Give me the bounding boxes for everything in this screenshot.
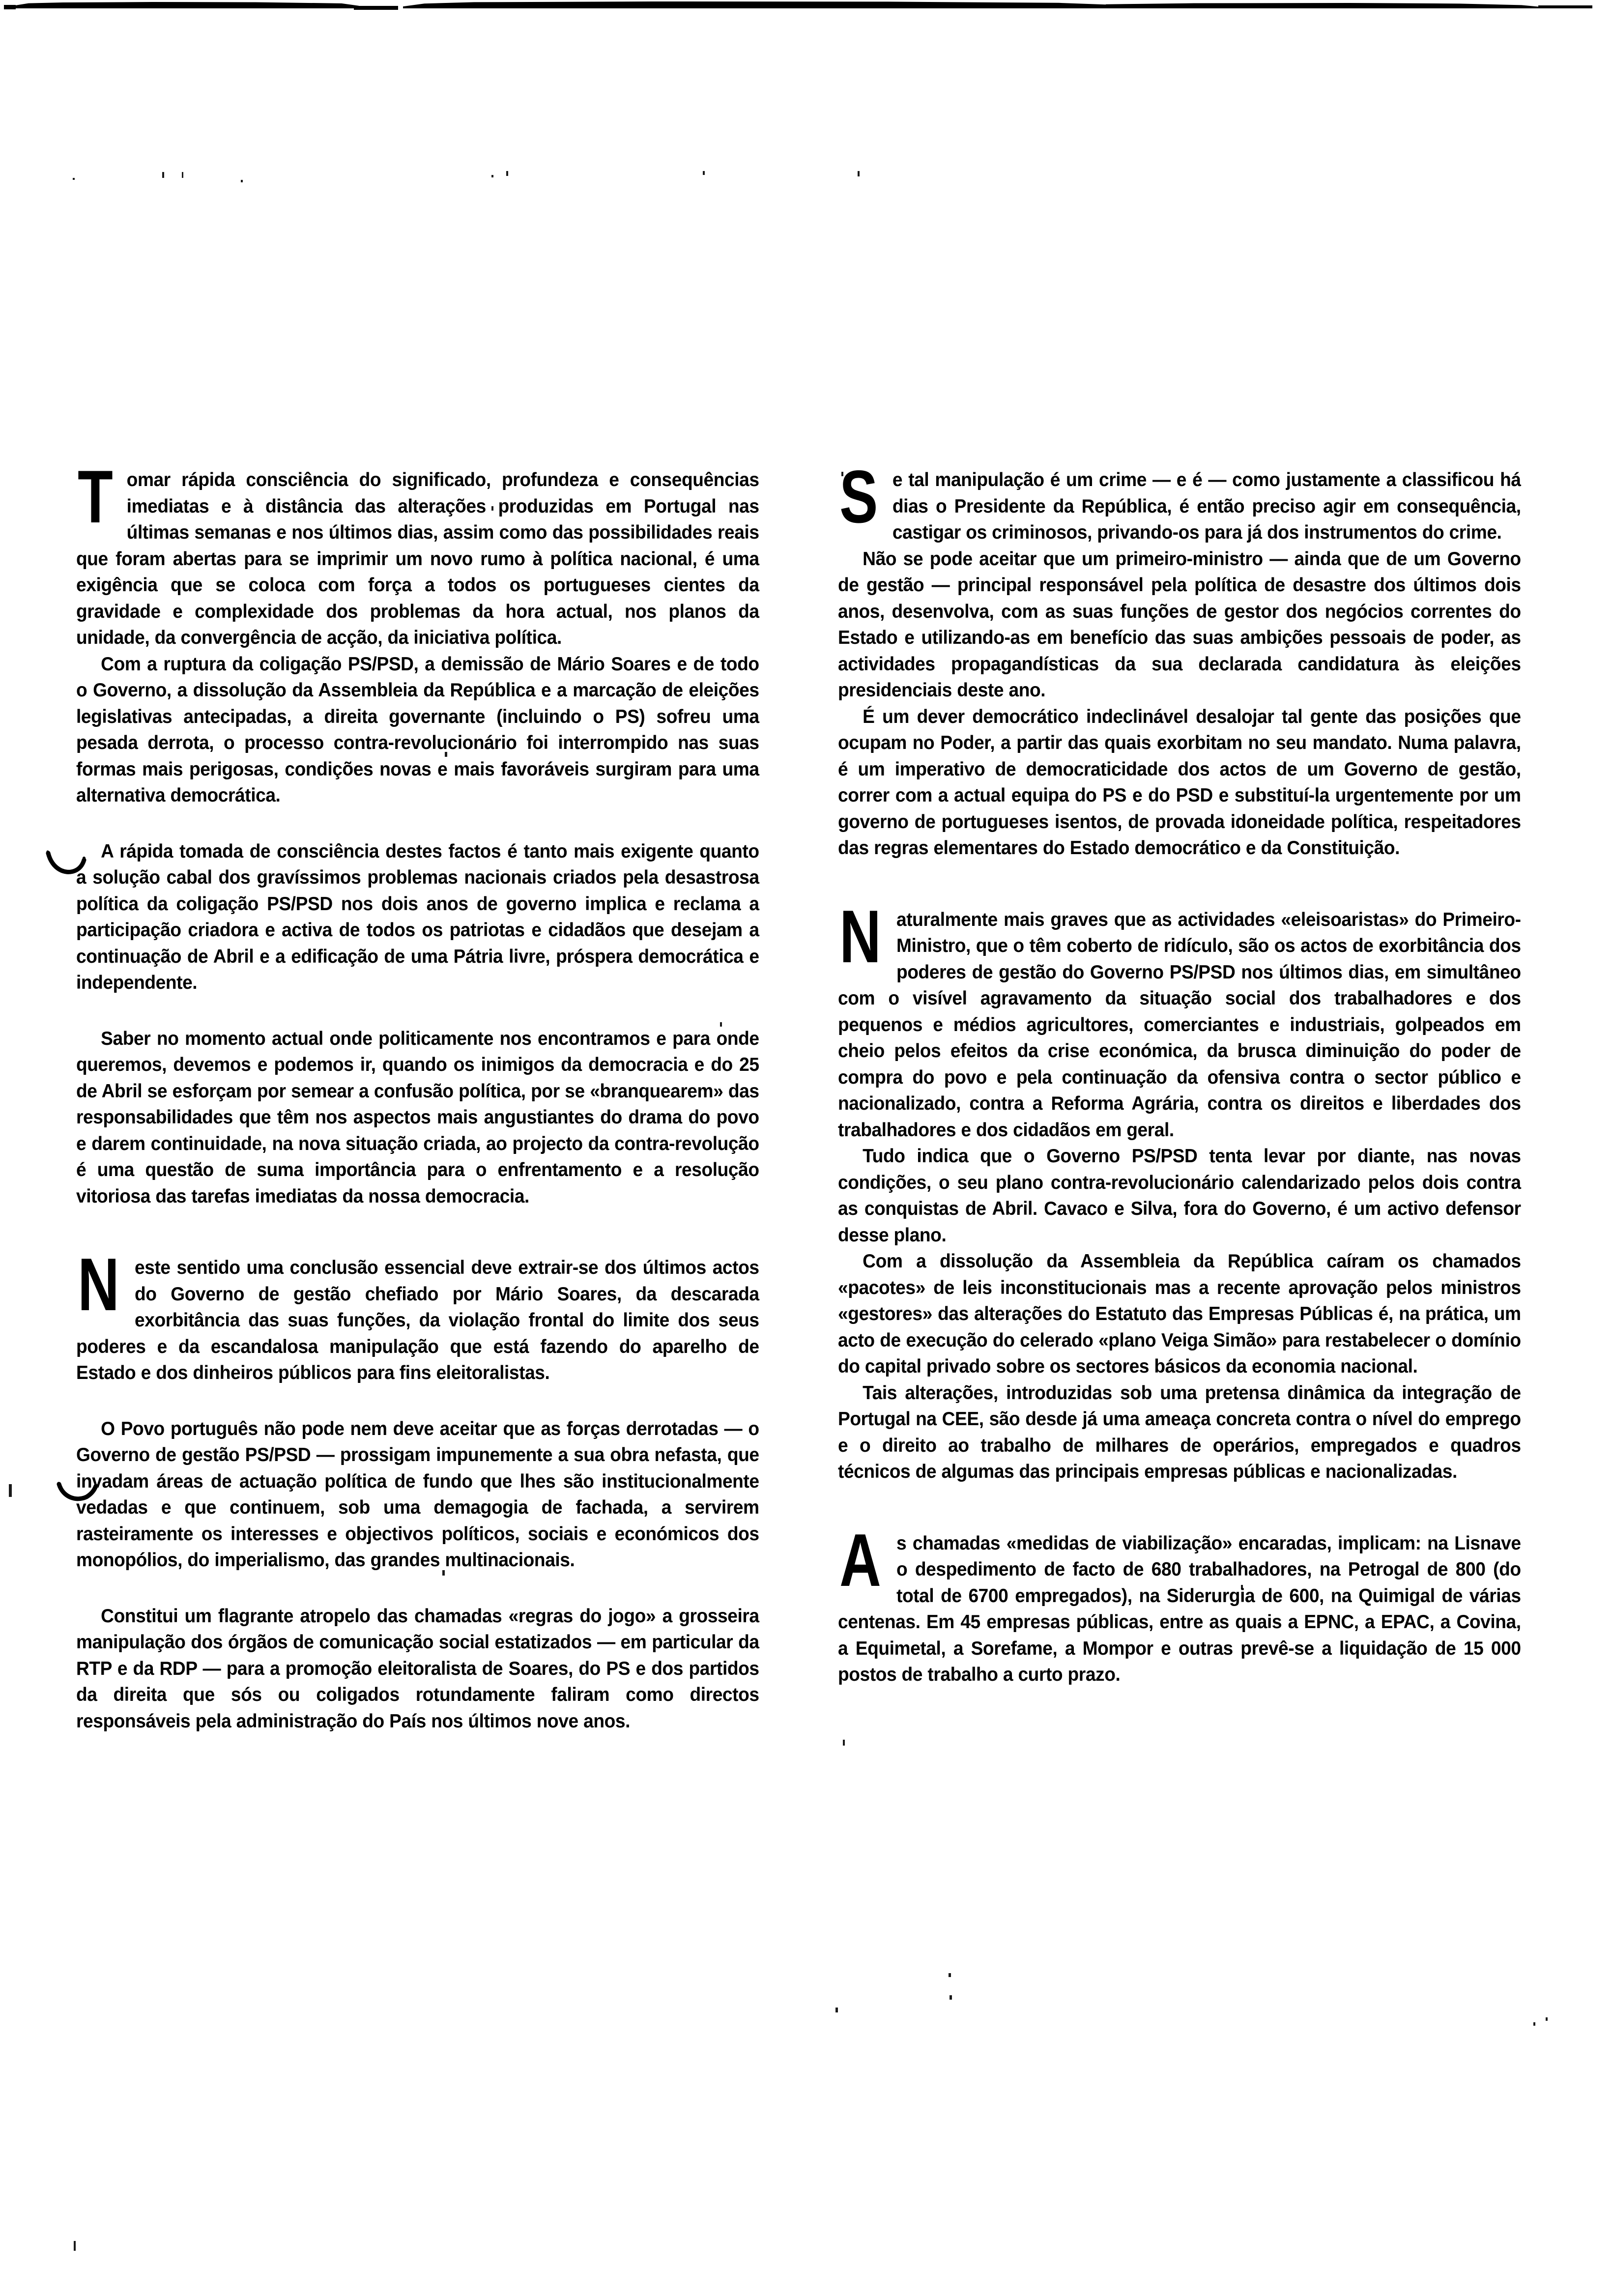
paragraph-text: e tal manipulação é um crime — e é — como justamente a classificou há dias o Presidente da República, é então preciso agir em consequência, castigar os criminosos, privando-os para já dos instrumentos do crime. (892, 469, 1521, 543)
scan-band (1538, 5, 1592, 8)
paragraph: Com a dissolução da Assembleia da República caíram os chamados «pacotes» de leis inconstitucionais mas a recente aprovação pelos ministros «gestores» das alterações do Estatuto das Empresas Públicas é, na prática, um acto de execução do celerado «plano Veiga Simão» para restabelecer o domínio do capital privado sobre os sectores básicos da economia nacional. (838, 1251, 1521, 1377)
column-right (838, 455, 1546, 1734)
scan-speck (73, 178, 75, 180)
scan-speck (1546, 2017, 1548, 2021)
scan-speck (835, 2008, 838, 2012)
drop-cap: T (78, 455, 113, 539)
scan-speck (241, 180, 243, 182)
drop-cap: N (78, 1243, 119, 1326)
scan-speck (949, 1973, 951, 1977)
scan-speck (858, 171, 860, 176)
paragraph-text: s chamadas «medidas de viabilização» encaradas, implicam: na Lisnave o despedimento de facto de 680 trabalhadores, na Petrogal de 800 (do total de 6700 empregados), na Siderurgia de 600, na Quimigal de várias centenas. Em 45 empresas públicas, entre as quais a EPNC, a EPAC, a Covina, a Equimetal, a Sorefame, a Mompor e outras prevê-se a liquidação de 15 000 postos de trabalho a curto prazo. (838, 1532, 1521, 1685)
scan-speck (843, 1740, 845, 1746)
scan-speck (1533, 2022, 1535, 2026)
scan-speck (9, 1484, 12, 1497)
paragraph: A rápida tomada de consciência destes factos é tanto mais exigente quanto a solução cabal dos gravíssimos problemas nacionais criados pela desastrosa política da coligação PS/PSD nos dois anos de governo implica e reclama a participação criadora e activa de todos os patriotas e cidadãos que desejam a continuação de Abril e a edificação de uma Pátria livre, próspera democrática e independente. (76, 840, 759, 993)
article-body (76, 455, 1546, 1734)
scan-edge-artifact (0, 0, 1612, 15)
scan-speck (506, 171, 508, 176)
scan-speck (950, 1995, 952, 2000)
scan-band (4, 5, 16, 9)
paragraph (838, 894, 1521, 1144)
paragraph: Tais alterações, introduzidas sob uma pretensa dinâmica da integração de Portugal na CEE, são desde já uma ameaça concreta contra o nível do emprego e o direito ao trabalho de milhares de operários, empregados e quadros técnicos de algumas das principais empresas públicas e nacionalizadas. (838, 1382, 1521, 1482)
paragraph: Não se pode aceitar que um primeiro-ministro — ainda que de um Governo de gestão — principal responsável pela política de desastre dos últimos dois anos, desenvolva, com as suas funções de gestor dos negócios correntes do Estado e utilizando-as em benefício das suas ambições pessoais de poder, as actividades propagandísticas da sua declarada candidatura às eleições presidenciais deste ano. (838, 548, 1521, 701)
scan-band (15, 2, 359, 8)
scan-band (1106, 3, 1548, 8)
scan-band (403, 1, 1116, 8)
paragraph: É um dever democrático indeclinável desalojar tal gente das posições que ocupam no Poder, a partir das quais exorbitam no seu mandato. Numa palavra, é um imperativo de democraticidade dos actos de um Governo de gestão, correr com a actual equipa do PS e do PSD e substituí-la urgentemente por um governo de portugueses isentos, de provada idoneidade política, respeitadores das regras elementares do Estado democrático e da Constituição. (838, 706, 1521, 859)
paragraph (76, 1243, 759, 1386)
drop-cap: N (839, 894, 881, 978)
drop-cap: A (839, 1518, 881, 1602)
scan-speck (703, 171, 705, 175)
paragraph: O Povo português não pode nem deve aceitar que as forças derrotadas — o Governo de gestão PS/PSD — prossigam impunemente a sua obra nefasta, que invadam áreas de actuação política de fundo que lhes são institucionalmente vedadas e que continuem, sob uma demagogia de fachada, a servirem rasteiramente os interesses e objectivos políticos, sociais e económicos dos monopólios, do imperialismo, das grandes multinacionais. (76, 1418, 759, 1571)
scan-speck (491, 175, 493, 177)
paragraph-text: omar rápida consciência do significado, profundeza e consequências imediatas e à distância das alterações produzidas em Portugal nas últimas semanas e nos últimos dias, assim como das possibilidades reais que foram abertas para se imprimir um novo rumo à política nacional, é uma exigência que se coloca com força a todos os portugueses cientes da gravidade e complexidade dos problemas da hora actual, nos planos da unidade, da convergência de acção, da iniciativa política. (76, 469, 759, 648)
scan-speck (162, 172, 164, 178)
paragraph: Com a ruptura da coligação PS/PSD, a demissão de Mário Soares e de todo o Governo, a dissolução da Assembleia da República e a marcação de eleições legislativas antecipadas, a direita governante (incluindo o PS) sofreu uma pesada derrota, o processo contra-revolucionário foi interrompido nas suas formas mais perigosas, condições novas e mais favoráveis surgiram para uma alternativa democrática. (76, 653, 759, 806)
paragraph: Tudo indica que o Governo PS/PSD tenta levar por diante, nas novas condições, o seu plano contra-revolucionário calendarizado pelos dois contra as conquistas de Abril. Cavaco e Silva, fora do Governo, é um activo defensor desse plano. (838, 1146, 1521, 1246)
drop-cap: S (839, 455, 878, 539)
paragraph (838, 1518, 1521, 1688)
column-left (76, 455, 784, 1734)
scan-speck (74, 2241, 76, 2251)
scan-band (354, 6, 398, 10)
paragraph-text: aturalmente mais graves que as actividades «eleisoaristas» do Primeiro-Ministro, que o têm coberto de ridículo, são os actos de exorbitância dos poderes de gestão do Governo PS/PSD nos últimos dias, em simultâneo com o visível agravamento da situação social dos trabalhadores e dos pequenos e médios agricultores, comerciantes e industriais, golpeados em cheio pelos efeitos da crise económica, da brusca diminuição do poder de compra do povo e pela continuação da ofensiva contra o sector público e nacionalizado, contra a Reforma Agrária, contra os direitos e liberdades dos trabalhadores e dos cidadãos em geral. (838, 909, 1521, 1141)
paragraph (838, 455, 1521, 546)
paragraph (76, 455, 759, 651)
paragraph: Constitui um flagrante atropelo das chamadas «regras do jogo» a grosseira manipulação dos órgãos de comunicação social estatizados — em particular da RTP e da RDP — para a promoção eleitoralista de Soares, do PS e dos partidos da direita que sós ou coligados rotundamente faliram como directos responsáveis pela administração do País nos últimos nove anos. (76, 1605, 759, 1732)
scan-speck (182, 172, 183, 178)
paragraph-text: este sentido uma conclusão essencial deve extrair-se dos últimos actos do Governo de gestão chefiado por Mário Soares, da descarada exorbitância das suas funções, da violação frontal do limite dos seus poderes e da escandalosa manipulação que está fazendo do aparelho de Estado e dos dinheiros públicos para fins eleitoralistas. (76, 1257, 759, 1383)
paragraph: Saber no momento actual onde politicamente nos encontramos e para onde queremos, devemos e podemos ir, quando os inimigos da democracia e do 25 de Abril se esforçam por semear a confusão política, por se «branquearem» das responsabilidades que têm nos aspectos mais angustiantes do drama do povo e darem continuidade, na nova situação criada, ao projecto da contra-revolução é uma questão de suma importância para o enfrentamento e a resolução vitoriosa das tarefas imediatas da nossa democracia. (76, 1028, 759, 1207)
